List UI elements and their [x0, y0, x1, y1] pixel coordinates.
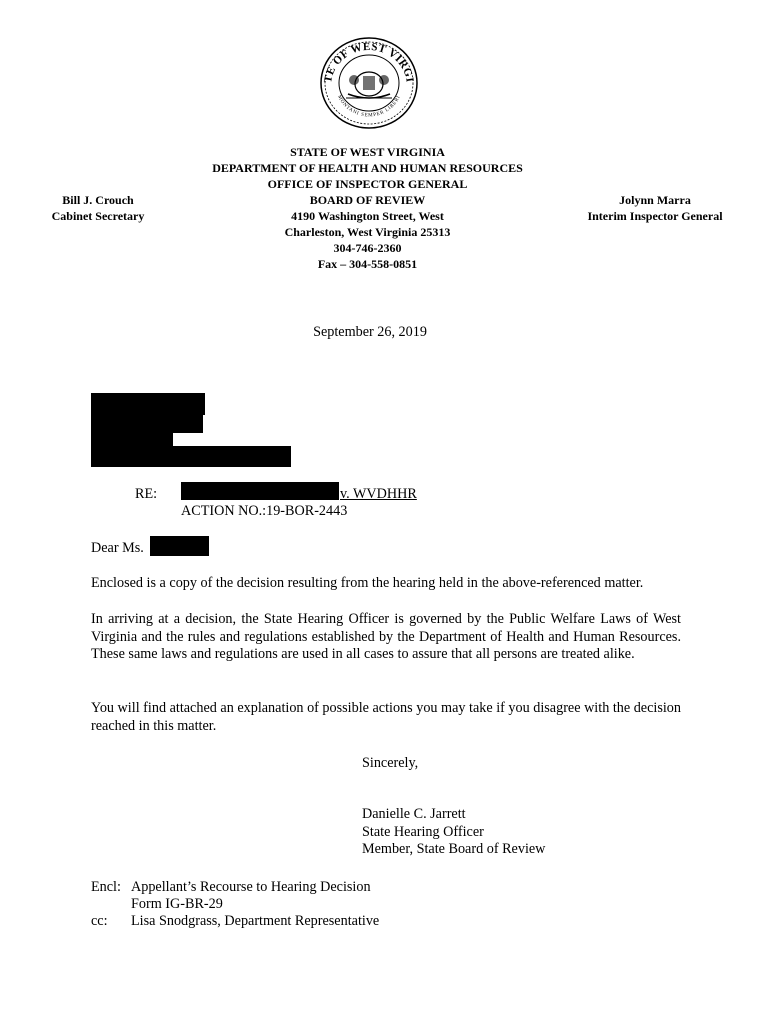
paragraph-recourse: You will find attached an explanation of possible actions you may take if you disagree with the decision reached in this matter.: [91, 700, 681, 734]
paragraph-governed: In arriving at a decision, the State Hearing Officer is governed by the Public Welfare Laws of West Virginia and the rules and regulations established by the Department of Health and Human Resources. These same laws and regulations are used in all cases to assure that all persons are treated alike.: [91, 611, 681, 662]
redacted-appellant-name: [181, 482, 339, 500]
letterhead-left: [38, 192, 158, 224]
re-action-number: ACTION NO.:19-BOR-2443: [181, 503, 348, 519]
svg-text:MONTANI SEMPER LIBERI: MONTANI SEMPER LIBERI: [336, 94, 402, 119]
letterhead-center: [170, 144, 565, 272]
letter-date: September 26, 2019: [313, 324, 427, 340]
letterhead-right: [575, 192, 735, 224]
encl-line-1: Appellant’s Recourse to Hearing Decision: [131, 879, 371, 895]
letterhead-line-fax: Fax – 304-558-0851: [317, 257, 418, 271]
encl-label: Encl:: [91, 879, 121, 895]
signer-membership: Member, State Board of Review: [362, 841, 546, 857]
letterhead-line-department: DEPARTMENT OF HEALTH AND HUMAN RESOURCES: [212, 161, 523, 175]
letterhead-line-board: BOARD OF REVIEW: [309, 193, 426, 207]
encl-line-2: Form IG-BR-29: [131, 896, 223, 912]
signer-name: Danielle C. Jarrett: [362, 806, 466, 822]
letterhead-line-office: OFFICE OF INSPECTOR GENERAL: [267, 177, 468, 191]
letterhead-line-state: STATE OF WEST VIRGINIA: [290, 145, 445, 159]
salutation: Dear Ms.: [91, 540, 144, 556]
letterhead-line-street: 4190 Washington Street, West: [291, 209, 444, 223]
svg-text:STATE OF WEST VIRGINIA: TE OF WEST VIRGI: [322, 40, 416, 84]
re-case-suffix: v. WVDHHR: [340, 486, 417, 502]
signer-title: State Hearing Officer: [362, 823, 484, 840]
cc-line: Lisa Snodgrass, Department Representative: [131, 913, 380, 929]
re-label: RE:: [135, 486, 158, 502]
secretary-name: Bill J. Crouch: [62, 193, 134, 207]
redacted-address-line-1: [91, 393, 205, 415]
inspector-title: Interim Inspector General: [587, 209, 723, 223]
inspector-name: Jolynn Marra: [619, 193, 691, 207]
secretary-title: Cabinet Secretary: [51, 209, 145, 223]
letterhead-line-phone: 304-746-2360: [333, 241, 402, 255]
state-seal: [318, 36, 420, 130]
signature-block: [362, 806, 545, 859]
redacted-recipient-surname: [150, 536, 209, 556]
redacted-address-line-4: [91, 446, 291, 467]
letterhead-line-city: Charleston, West Virginia 25313: [284, 225, 451, 239]
paragraph-enclosed: Enclosed is a copy of the decision resulting from the hearing held in the above-referenced matter.: [91, 575, 644, 591]
closing: Sincerely,: [362, 755, 419, 771]
cc-label: cc:: [91, 913, 108, 929]
